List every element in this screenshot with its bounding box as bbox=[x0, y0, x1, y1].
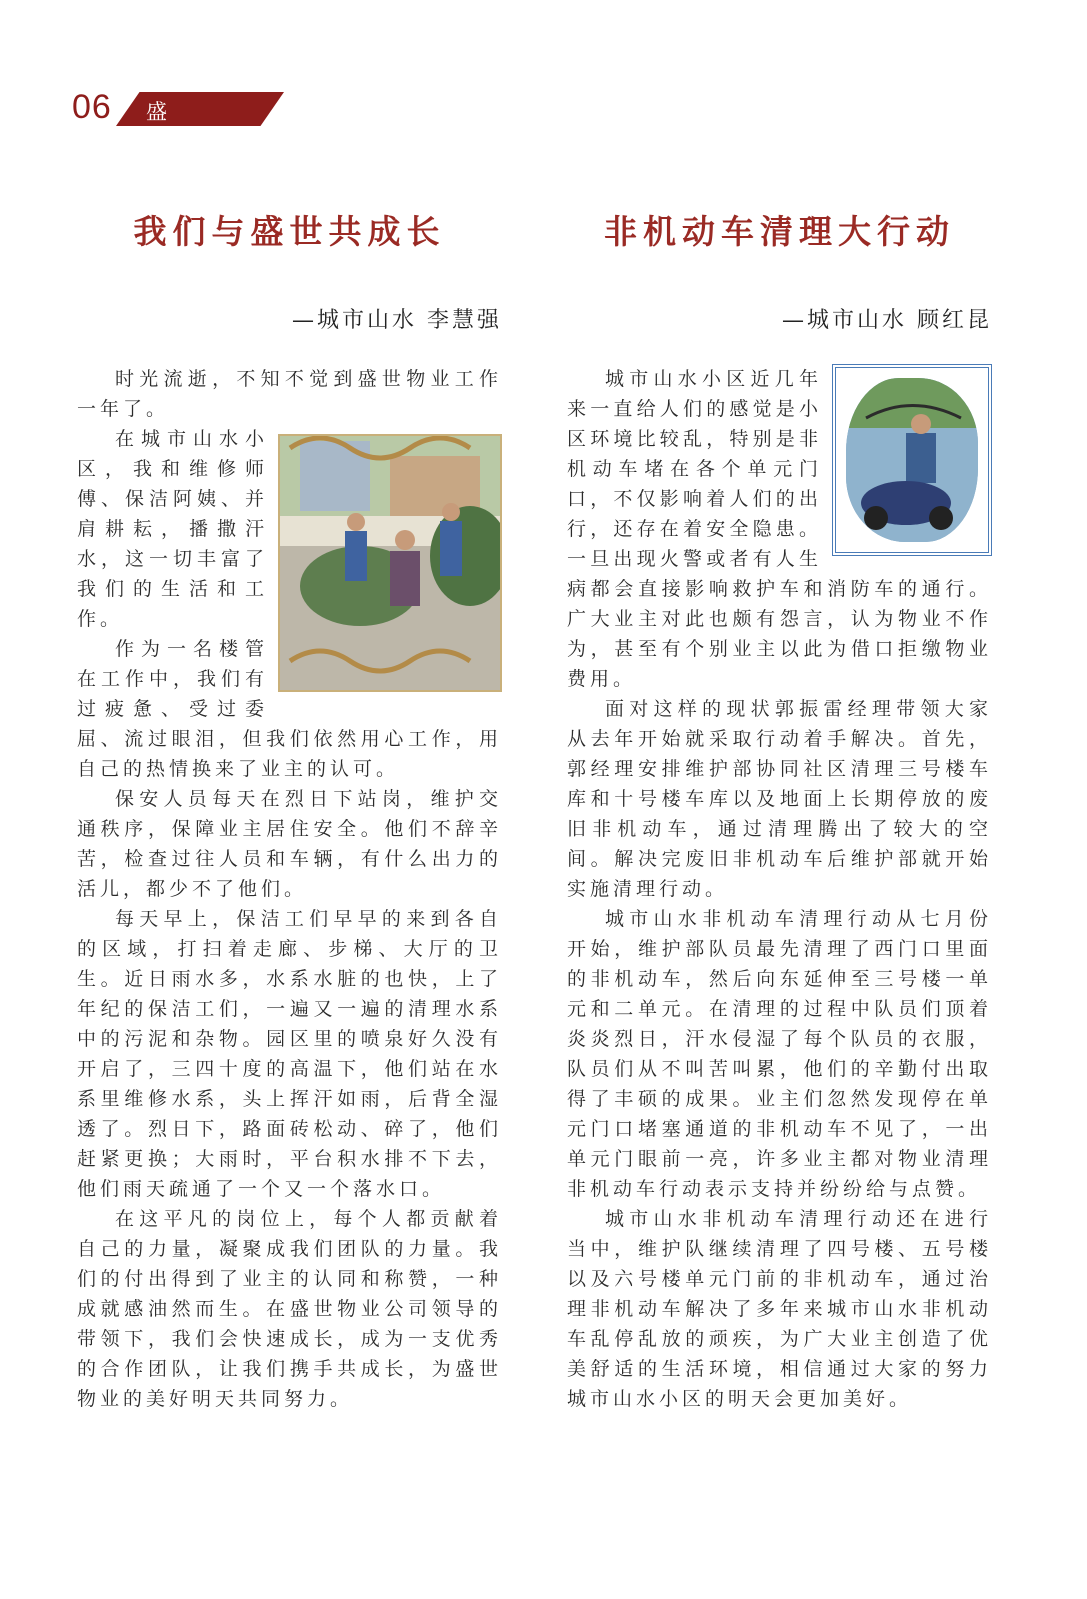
photo-illustration bbox=[280, 436, 500, 690]
article-paragraph: 城市山水非机动车清理行动还在进行当中，维护队继续清理了四号楼、五号楼以及六号楼单元门前的非机动车，通过治理非机动车解决了多年来城市山水非机动车乱停乱放的顽疾，为广大业主创造了优美舒适的生活环境，相信通过大家的努力城市山水小区的明天会更加美好。 bbox=[567, 1208, 992, 1410]
article-paragraph: 在这平凡的岗位上，每个人都贡献着自己的力量，凝聚成我们团队的力量。我们的付出得到了业主的认同和称赞，一种成就感油然而生。在盛世物业公司领导的带领下，我们会快速成长，成为一支优秀的合作团队，让我们携手共成长，为盛世物业的美好明天共同努力。 bbox=[77, 1208, 502, 1410]
article-paragraph: 时光流逝，不知不觉到盛世物业工作一年了。 bbox=[77, 368, 502, 420]
article-byline: —城市山水 李慧强 bbox=[292, 308, 502, 333]
article-paragraph: 面对这样的现状郭振雷经理带领大家从去年开始就采取行动着手解决。首先，郭经理安排维护部协同社区清理三号楼车库和十号楼车库以及地面上长期停放的废旧非机动车，通过清理腾出了较大的空间。解决完废旧非机动车后维护部就开始实施清理行动。 bbox=[567, 698, 992, 900]
article-byline: —城市山水 顾红昆 bbox=[782, 308, 992, 333]
article-title: 非机动车清理大行动 bbox=[604, 212, 955, 251]
article-left bbox=[77, 200, 502, 1414]
brand-name: 盛世物业 bbox=[146, 100, 172, 214]
article-paragraph: 每天早上，保洁工们早早的来到各自的区域，打扫着走廊、步梯、大厅的卫生。近日雨水多，水系水脏的也快，上了年纪的保洁工们，一遍又一遍的清理水系中的污泥和杂物。园区里的喷泉好久没有开启了，三四十度的高温下，他们站在水系里维修水系，头上挥汗如雨，后背全湿透了。烈日下，路面砖松动、碎了，他们赶紧更换；大雨时，平台积水排不下去，他们雨天疏通了一个又一个落水口。 bbox=[77, 908, 502, 1200]
article-body bbox=[567, 364, 992, 1414]
brand-banner bbox=[116, 92, 284, 126]
article-title: 我们与盛世共成长 bbox=[133, 212, 446, 251]
article-right bbox=[567, 200, 992, 1414]
article-paragraph: 城市山水非机动车清理行动从七月份开始，维护部队员最先清理了西门口里面的非机动车，然后向东延伸至三号楼一单元和二单元。在清理的过程中队员们顶着炎炎烈日，汗水侵湿了每个队员的衣服，队员们从不叫苦叫累，他们的辛勤付出取得了丰硕的成果。业主们忽然发现停在单元门口堵塞通道的非机动车不见了，一出单元门眼前一亮，许多业主都对物业清理非机动车行动表示支持并纷纷给与点赞。 bbox=[567, 908, 992, 1200]
article-paragraph: 作为一名楼管在工作中，我们有过疲惫、受过委屈、流过眼泪，但我们依然用心工作，用自己的热情换来了业主的认可。 bbox=[77, 638, 502, 780]
article-paragraph: 保安人员每天在烈日下站岗，维护交通秩序，保障业主居住安全。他们不辞辛苦，检查过往人员和车辆，有什么出力的活儿，都少不了他们。 bbox=[77, 788, 502, 900]
article-paragraph: 在城市山水小区，我和维修师傅、保洁阿姨、并肩耕耘，播撒汗水，这一切丰富了我们的生活和工作。 bbox=[77, 428, 268, 630]
photo-frame-inner bbox=[846, 378, 978, 542]
page-number: 06 bbox=[72, 88, 112, 126]
scooter-rider-photo bbox=[832, 364, 992, 556]
article-body bbox=[77, 364, 502, 1414]
photo-illustration bbox=[846, 378, 978, 542]
article-paragraph: 城市山水小区近几年来一直给人们的感觉是小区环境比较乱，特别是非机动车堵在各个单元门口，不仅影响着人们的出行，还存在着安全隐患。一旦出现火警或者有人生病都会直接影响救护车和消防车的通行。广大业主对此也颇有怨言，认为物业不作为，甚至有个别业主以此为借口拒缴物业费用。 bbox=[567, 368, 992, 690]
maintenance-workers-photo bbox=[278, 434, 502, 692]
